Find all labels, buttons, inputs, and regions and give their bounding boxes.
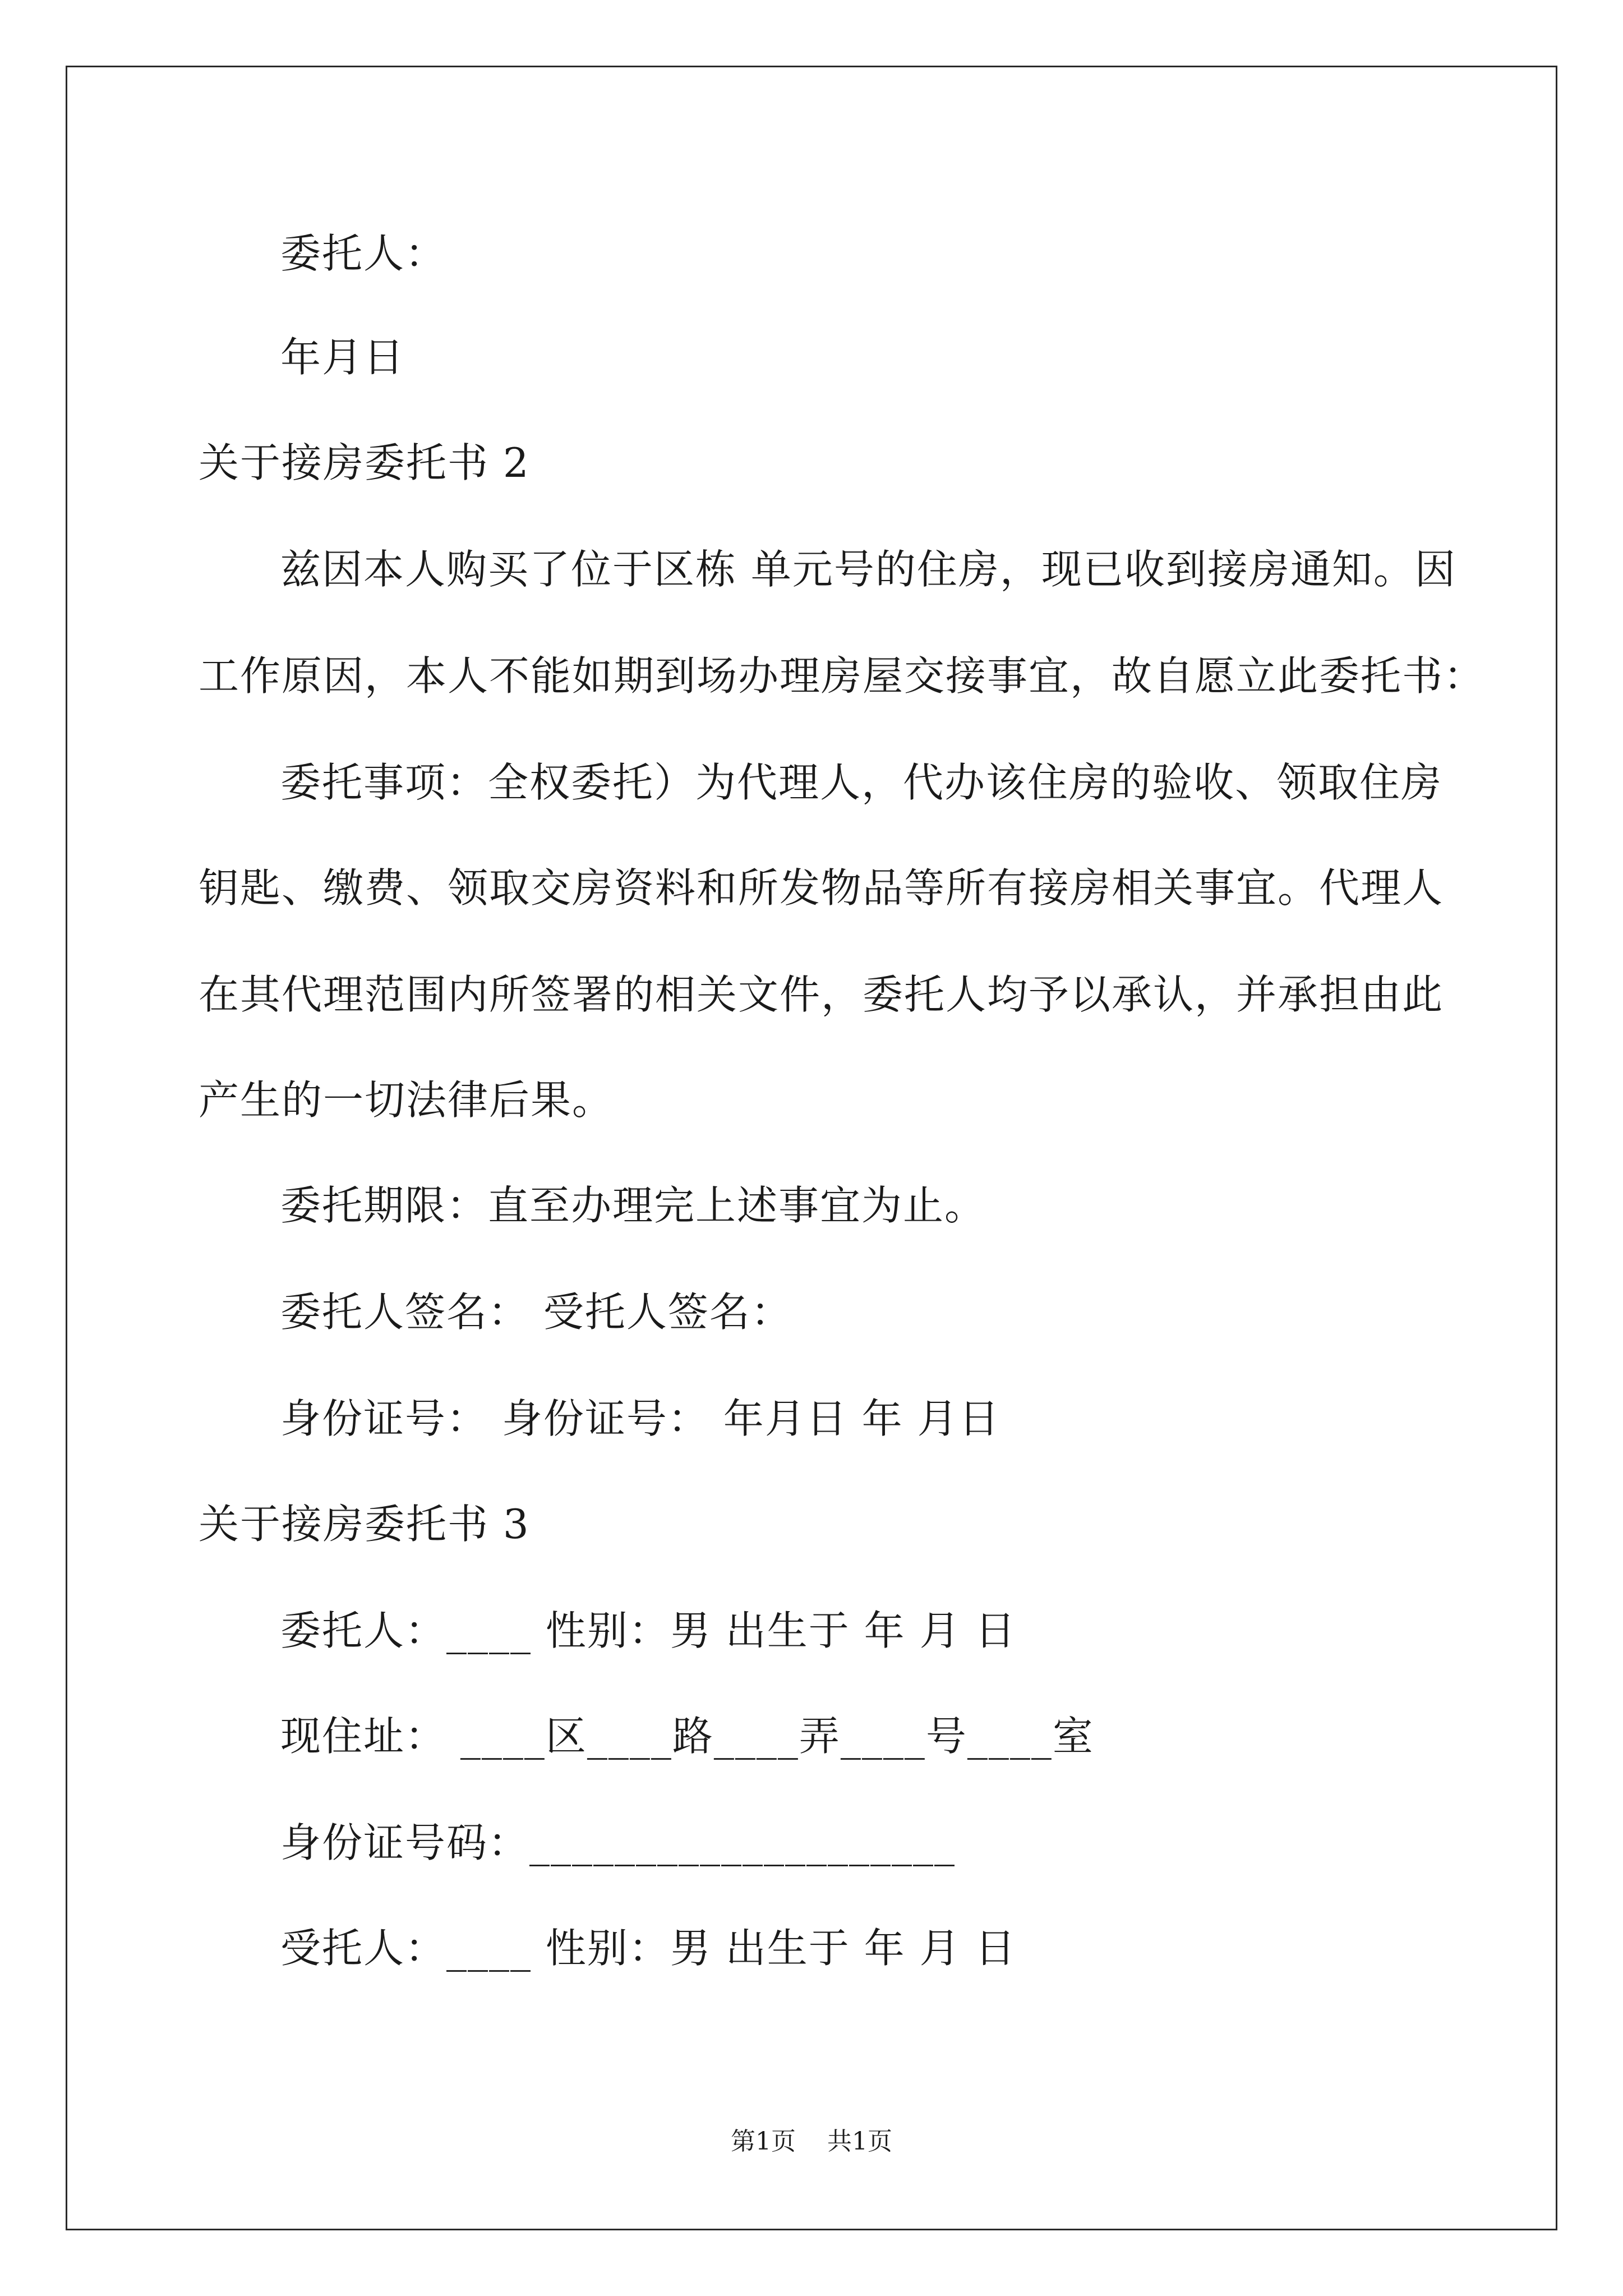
- principal-info-line: 委托人：____ 性别：男 出生于 年 月 日: [280, 1607, 1017, 1654]
- paragraph-line: 委托事项：全权委托）为代理人，代办该住房的验收、领取住房: [280, 759, 1443, 806]
- term-line: 委托期限：直至办理完上述事宜为止。: [280, 1182, 986, 1229]
- page-border: [66, 66, 1557, 2230]
- paragraph-line: 产生的一切法律后果。: [199, 1076, 614, 1124]
- paragraph-line: 工作原因，本人不能如期到场办理房屋交接事宜，故自愿立此委托书：: [199, 652, 1486, 700]
- id-date-line: 身份证号： 身份证号： 年月日 年 月日: [280, 1395, 1000, 1442]
- section-heading-2: 关于接房委托书 2: [199, 439, 530, 486]
- page-footer: 第1页 共1页: [731, 2127, 892, 2156]
- date-line: 年月日: [280, 334, 405, 381]
- agent-info-line: 受托人：____ 性别：男 出生于 年 月 日: [280, 1925, 1017, 1972]
- section-heading-3: 关于接房委托书 3: [199, 1501, 530, 1548]
- principal-label: 委托人：: [280, 230, 447, 277]
- id-number-line: 身份证号码：____________________: [280, 1819, 956, 1866]
- signature-line: 委托人签名： 受托人签名：: [280, 1289, 792, 1336]
- paragraph-line: 兹因本人购买了位于区栋 单元号的住房，现已收到接房通知。因: [280, 546, 1456, 593]
- paragraph-line: 钥匙、缴费、领取交房资料和所发物品等所有接房相关事宜。代理人: [199, 864, 1444, 912]
- address-line: 现住址： ____区____路____弄____号____室: [280, 1713, 1094, 1760]
- paragraph-line: 在其代理范围内所签署的相关文件，委托人均予以承认，并承担由此: [199, 971, 1444, 1018]
